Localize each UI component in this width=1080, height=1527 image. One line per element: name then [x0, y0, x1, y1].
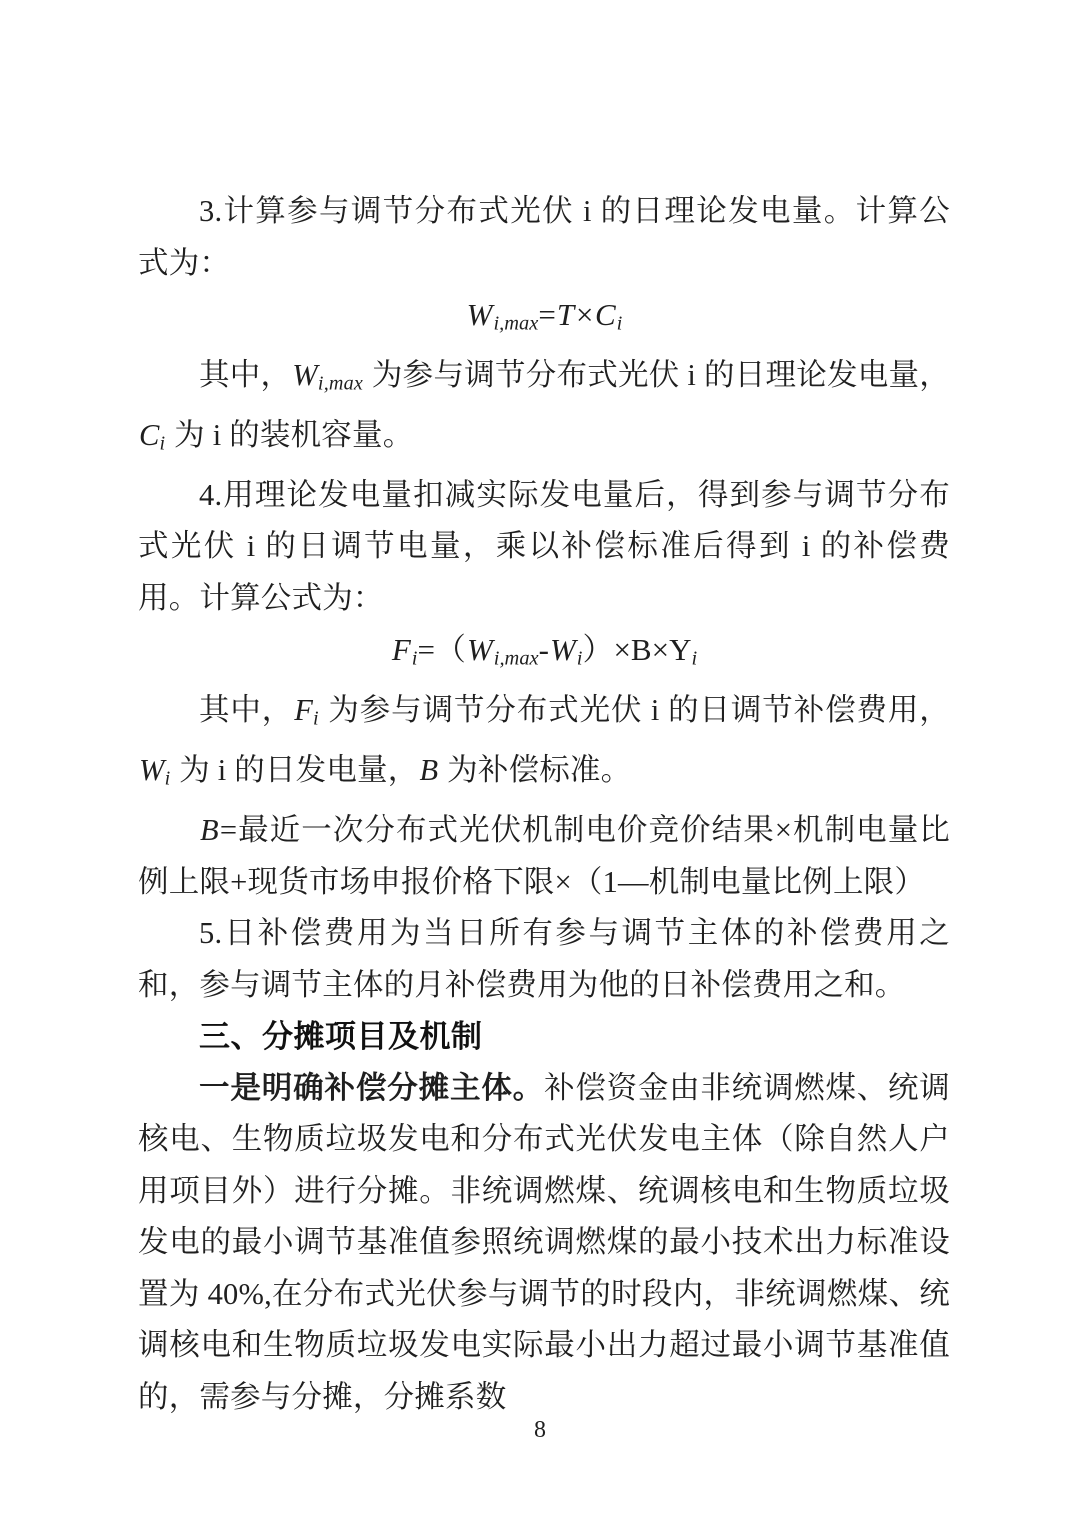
- formula1-lhs-sub: i,max: [493, 312, 539, 335]
- formula2-lhs-sub: i: [411, 647, 418, 670]
- paragraph-item-4: [138, 470, 950, 625]
- inline-var-w-imax-sub: i,max: [317, 372, 364, 395]
- formula2-close: ）×B×Y: [582, 632, 692, 668]
- formula2-minus: -: [538, 632, 549, 668]
- inline-var-w-imax: $W_{i,max}$: [292, 358, 364, 395]
- formula2-sub-var: W: [549, 632, 576, 668]
- note3-part-a: 其中，: [199, 358, 292, 392]
- inline-var-b: B: [419, 753, 439, 788]
- inline-var-f-i-sub: i: [313, 707, 319, 730]
- formula1-lhs-var: W: [466, 297, 493, 332]
- paragraph-item-5: [138, 908, 950, 1011]
- paragraph-formula-b: [138, 805, 950, 908]
- note4-part-b: 为参与调节分布式光伏 i 的日调节补偿费用，: [319, 693, 950, 728]
- paragraph-item-3-note: [138, 350, 950, 470]
- formula1-rhs: T×C: [556, 297, 616, 332]
- paragraph-allocation-body: 补偿资金由非统调燃煤、统调核电、生物质垃圾发电和分布式光伏发电主体（除自然人户用项目外）进行分摊。非统调燃煤、统调核电和生物质垃圾发电的最小调节基准值参照统调燃煤的最小技术出力标准设置为 40%,在分布式光伏参与调节的时段内，非统调燃煤、统调核电和生物质垃圾发电实际最小出力超过最小调节基准值的，需参与分摊，分摊系数: [138, 1070, 950, 1414]
- inline-var-w-i-sub: i: [164, 767, 171, 790]
- paragraph-item-3: [138, 186, 950, 289]
- formula-compensation-fee: [138, 624, 950, 685]
- inline-var-w-i: $W_i$: [139, 753, 171, 790]
- paragraph-lead-in: 一是明确补偿分摊主体。: [199, 1070, 545, 1105]
- formula2-tail-sub: i: [691, 647, 698, 670]
- page-number: 8: [534, 1417, 546, 1443]
- paragraph-item-4-text: 4.用理论发电量扣减实际发电量后，得到参与调节分布式光伏 i 的日调节电量，乘以补偿标准后得到 i 的补偿费用。计算公式为：: [138, 477, 950, 615]
- section-heading-three: [138, 1011, 950, 1063]
- note3-part-b: 为参与调节分布式光伏 i 的日理论发电量，: [364, 358, 951, 392]
- note4-part-a: 其中，: [199, 693, 294, 728]
- document-body: [138, 186, 950, 1423]
- paragraph-item-3-text: 3.计算参与调节分布式光伏 i 的日理论发电量。计算公式为：: [138, 194, 950, 280]
- note4-part-c: 为 i 的日发电量，: [171, 753, 419, 788]
- formula2-equals: =（: [417, 632, 466, 668]
- formula2-lhs-var: F: [391, 632, 411, 668]
- formula-b-description: =最近一次分布式光伏机制电价竞价结果×机制电量比例上限+现货市场申报价格下限×（1—机制电量比例上限）: [138, 813, 950, 899]
- formula2-mid-var: W: [466, 632, 493, 668]
- inline-var-f-i: $F_i$: [294, 693, 319, 730]
- formula1-equals: =: [538, 297, 556, 332]
- inline-var-c-i: $C_i$: [139, 417, 166, 455]
- paragraph-item-5-text: 5.日补偿费用为当日所有参与调节主体的补偿费用之和，参与调节主体的月补偿费用为他的日补偿费用之和。: [138, 916, 950, 1002]
- section-heading-three-text: 三、分摊项目及机制: [199, 1019, 483, 1055]
- formula2-sub-sub: i: [576, 647, 583, 670]
- inline-var-c-i-sub: i: [159, 432, 166, 455]
- formula1-rhs-sub: i: [616, 312, 623, 335]
- paragraph-allocation-subjects: [138, 1063, 950, 1424]
- note4-part-d: 为补偿标准。: [439, 753, 632, 788]
- paragraph-item-4-note: [138, 685, 950, 805]
- note3-part-c: 为 i 的装机容量。: [166, 417, 414, 452]
- formula-theoretical-generation: [138, 289, 950, 350]
- inline-var-b-standard: B: [200, 813, 219, 848]
- formula2-mid-sub: i,max: [493, 647, 539, 670]
